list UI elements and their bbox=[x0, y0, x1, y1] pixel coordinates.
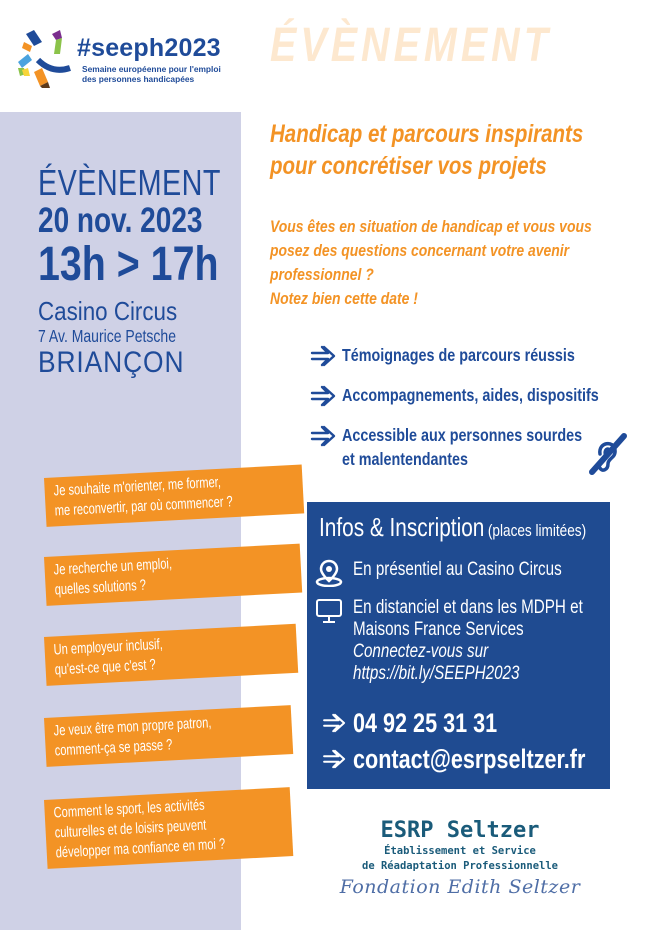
org-description-line: de Réadaptation Professionnelle bbox=[362, 860, 558, 872]
org-name: ESRP Seltzer bbox=[380, 818, 540, 843]
info-title-text: Infos & Inscription bbox=[319, 512, 485, 542]
event-label: ÉVÈNEMENT bbox=[38, 162, 221, 203]
event-venue: Casino Circus bbox=[38, 296, 178, 326]
feature-text-line: et malentendantes bbox=[342, 449, 468, 469]
hearing-impaired-icon bbox=[588, 432, 628, 476]
info-in-person-text: En présentiel au Casino Circus bbox=[353, 559, 562, 580]
question-note bbox=[44, 787, 294, 869]
headline-line: Handicap et parcours inspirants bbox=[270, 120, 584, 148]
headline bbox=[270, 118, 652, 182]
arrow-right-icon bbox=[310, 385, 338, 407]
info-remote-line: En distanciel et dans les MDPH et bbox=[353, 597, 583, 618]
event-address: 7 Av. Maurice Petsche bbox=[38, 326, 176, 346]
intro-text bbox=[270, 215, 657, 311]
question-line: développer ma confiance en moi ? bbox=[55, 835, 226, 862]
question-line: quelles solutions ? bbox=[54, 576, 147, 599]
question-line: culturelles et de loisirs peuvent bbox=[54, 816, 207, 842]
logo-subtitle-line: des personnes handicapées bbox=[82, 73, 195, 84]
organization-logo bbox=[330, 818, 590, 900]
logo-subtitle bbox=[82, 65, 221, 84]
location-pin-icon bbox=[315, 559, 343, 587]
computer-monitor-icon bbox=[315, 597, 343, 625]
question-line: Je veux être mon propre patron, bbox=[53, 714, 212, 740]
org-description-line: Établissement et Service bbox=[384, 845, 536, 857]
question-line: me reconvertir, par où commencer ? bbox=[54, 493, 234, 520]
phone-number[interactable]: 04 92 25 31 31 bbox=[353, 708, 498, 738]
foundation-signature: Fondation Edith Seltzer bbox=[339, 876, 581, 898]
info-title-note: (places limitées) bbox=[487, 521, 587, 540]
question-line: comment-ça se passe ? bbox=[54, 736, 173, 760]
info-remote-text bbox=[353, 597, 583, 685]
question-line: Un employeur inclusif, bbox=[53, 635, 164, 659]
arrow-right-icon bbox=[310, 345, 338, 367]
arrow-right-icon bbox=[310, 425, 338, 447]
question-line: Je recherche un emploi, bbox=[53, 555, 173, 579]
info-remote-line: Maisons France Services bbox=[353, 619, 524, 640]
info-title bbox=[319, 512, 586, 543]
intro-line: professionnel ? bbox=[270, 265, 374, 284]
event-details bbox=[38, 164, 238, 380]
question-line: qu'est-ce que c'est ? bbox=[54, 656, 157, 679]
feature-text-line: Accessible aux personnes sourdes bbox=[342, 425, 583, 445]
logo-subtitle-line: Semaine européenne pour l'emploi bbox=[82, 64, 221, 74]
info-registration-box bbox=[307, 502, 610, 789]
event-date: 20 nov. 2023 bbox=[38, 201, 203, 240]
event-city: BRIANÇON bbox=[38, 346, 185, 379]
seeph-star-logo-icon bbox=[12, 28, 72, 88]
question-line: Comment le sport, les activités bbox=[53, 796, 205, 822]
intro-line: Notez bien cette date ! bbox=[270, 289, 418, 308]
seeph-logo bbox=[12, 28, 252, 90]
feature-text: Témoignages de parcours réussis bbox=[342, 345, 575, 365]
arrow-right-icon bbox=[321, 713, 349, 733]
event-time: 13h > 17h bbox=[38, 238, 219, 291]
info-remote-line: Connectez-vous sur bbox=[353, 641, 489, 662]
feature-text bbox=[342, 423, 582, 471]
registration-link[interactable]: https://bit.ly/SEEPH2023 bbox=[353, 663, 520, 684]
headline-line: pour concrétiser vos projets bbox=[270, 152, 547, 180]
arrow-right-icon bbox=[321, 749, 349, 769]
intro-line: Vous êtes en situation de handicap et vous vous bbox=[270, 217, 592, 236]
intro-line: posez des questions concernant votre avenir bbox=[270, 241, 570, 260]
logo-hashtag: #seeph2023 bbox=[77, 34, 221, 62]
feature-text: Accompagnements, aides, dispositifs bbox=[342, 385, 599, 405]
watermark-title: ÉVÈNEMENT bbox=[270, 19, 552, 72]
question-line: Je souhaite m'orienter, me former, bbox=[53, 473, 222, 500]
email-address[interactable]: contact@esrpseltzer.fr bbox=[353, 744, 586, 774]
